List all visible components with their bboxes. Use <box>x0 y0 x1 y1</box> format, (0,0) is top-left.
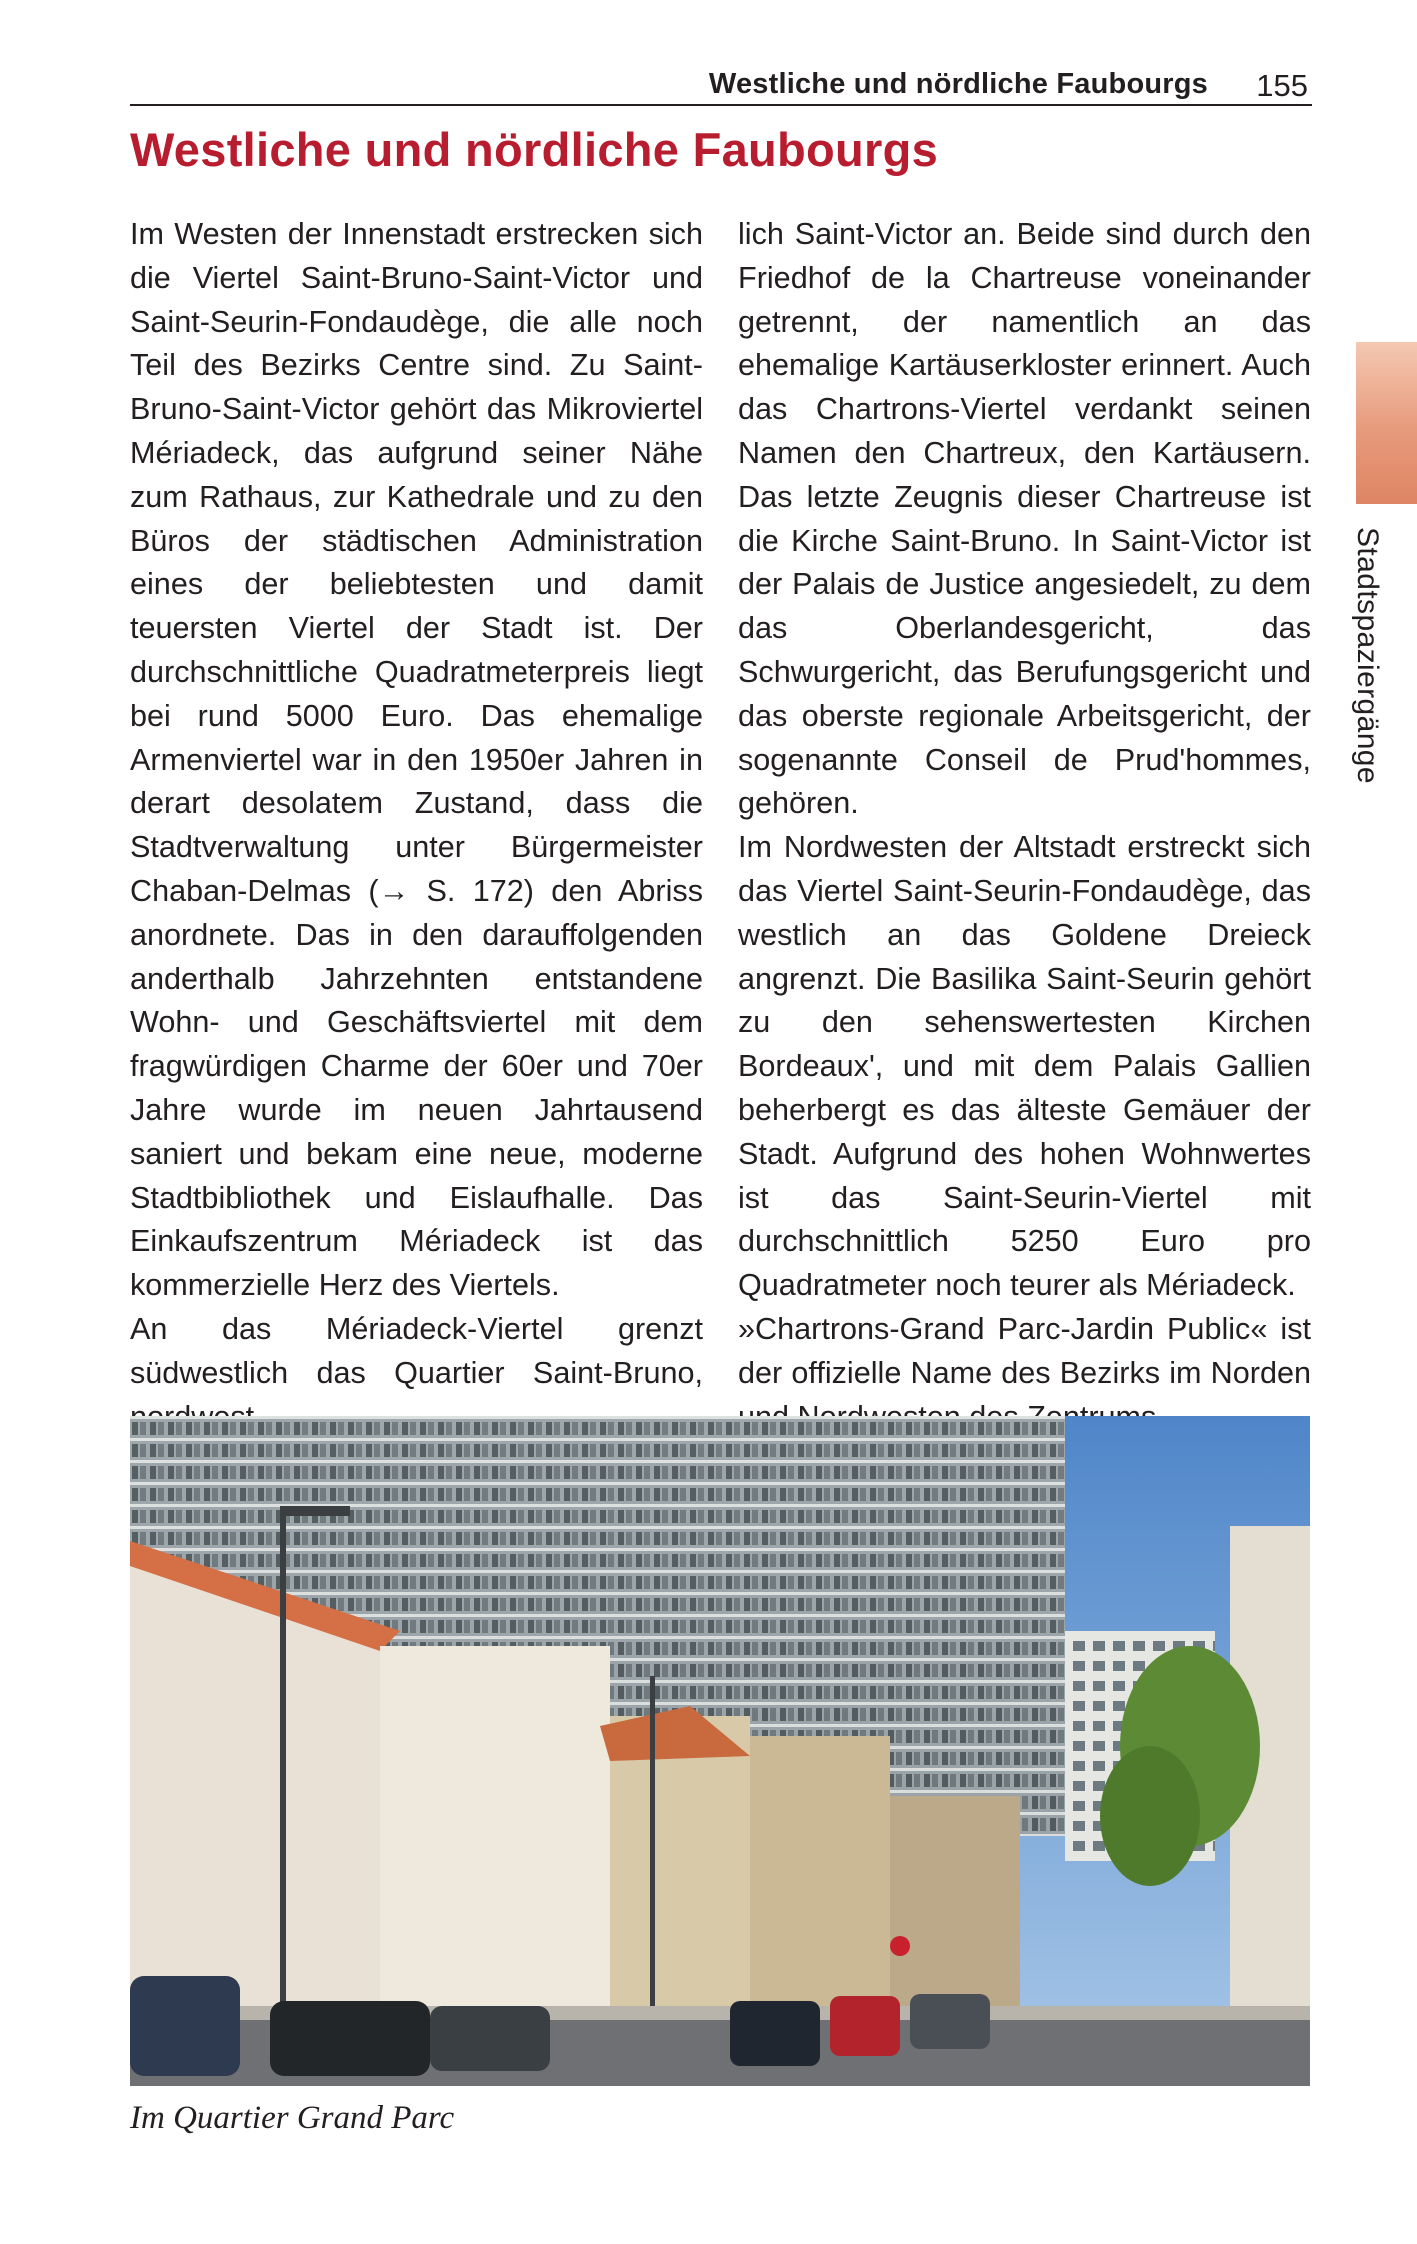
body-paragraph: lich Saint-Victor an. Beide sind durch den Friedhof de la Chartreuse voneinander getrennt, der namentlich an das ehemalige Kartäuserkloster erinnert. Auch das Chartrons-Viertel verdankt seinen Namen den Chartreux, den Kartäusern. Das letzte Zeugnis dieser Chartreuse ist die Kirche Saint-Bruno. In Saint-Victor ist der Palais de Justice angesiedelt, zu dem das Oberlandesgericht, das Schwurgericht, das Berufungsgericht und das oberste regionale Arbeitsgericht, der sogenannte Conseil de Prud'hommes, gehören. <box>738 217 1311 821</box>
chapter-side-tab <box>1356 342 1417 504</box>
photo-caption: Im Quartier Grand Parc <box>130 2100 455 2136</box>
parked-car <box>270 2001 430 2076</box>
page-number: 155 <box>1256 68 1308 103</box>
body-paragraph: Im Westen der Innenstadt erstrecken sich die Viertel Saint-Bruno-Saint-Victor und Saint-Seurin-Fondaudège, die alle noch Teil des Bezirks Centre sind. Zu Saint-Bruno-Saint-Victor gehört das Mikroviertel Mériadeck, das aufgrund seiner Nähe zum Rathaus, zur Kathedrale und zu den Büros der städtischen Administration eines der beliebtesten und damit teuersten Viertel der Stadt ist. Der durchschnittliche Quadratmeterpreis liegt bei rund 5000 Euro. Das ehemalige Armenviertel war in den 1950er Jahren in derart desolatem Zustand, dass die Stadtverwaltung unter Bürgermeister Chaban-Delmas (→ S. 172) den Abriss anordnete. Das in den darauffolgenden anderthalb Jahrzehnten entstandene Wohn- und Geschäftsviertel mit dem fragwürdigen Charme der 60er und 70er Jahre wurde im neuen Jahrtausend saniert und bekam eine neue, moderne Stadtbibliothek und Eislaufhalle. Das Einkaufszentrum Mériadeck ist das kommerzielle Herz des Viertels. <box>130 217 703 1303</box>
street-lamp-pole <box>280 1511 286 2031</box>
body-paragraph: »Chartrons-Grand Parc-Jardin Public« ist der offizielle Name des Bezirks im Norden <box>738 1311 1311 1390</box>
stone-house <box>750 1736 890 2016</box>
parked-car <box>910 1994 990 2049</box>
no-entry-sign <box>890 1936 910 1956</box>
street-photo <box>130 1416 1310 2086</box>
parked-car <box>130 1976 240 2076</box>
parked-car <box>830 1996 900 2056</box>
chapter-heading: Westliche und nördliche Faubourgs <box>130 123 939 176</box>
running-head-title: Westliche und nördliche Faubourgs <box>708 68 1208 100</box>
text-column-right <box>738 213 1311 1439</box>
text-column-left <box>130 213 703 1439</box>
stone-house-2 <box>890 1796 1020 2016</box>
house-mid <box>380 1646 610 2016</box>
house-mid-2 <box>610 1716 750 2016</box>
body-paragraph: Im Nordwesten der Altstadt erstreckt sich das Viertel Saint-Seurin-Fondaudège, das westlich an das Goldene Dreieck angrenzt. Die Basilika Saint-Seurin gehört zu den sehenswertesten Kirchen Bordeaux', und mit dem Palais Gallien beherbergt es das älteste Gemäuer der Stadt. Aufgrund des hohen Wohnwertes ist das Saint-Seurin-Viertel mit durchschnittlich 5250 Euro pro Quadratmeter noch teurer als Mériadeck. <box>738 830 1311 1303</box>
tree <box>1100 1746 1200 1886</box>
street-lamp-pole <box>650 1676 655 2016</box>
street-lamp-head <box>280 1506 350 1516</box>
running-head <box>130 64 1312 106</box>
chapter-side-label: Stadtspaziergänge <box>1351 527 1384 784</box>
body-paragraph: An das Mériadeck-Viertel grenzt südwestlich das Quartier Saint-Bruno, <box>130 1311 703 1390</box>
parked-car <box>430 2006 550 2071</box>
parked-car <box>730 2001 820 2066</box>
